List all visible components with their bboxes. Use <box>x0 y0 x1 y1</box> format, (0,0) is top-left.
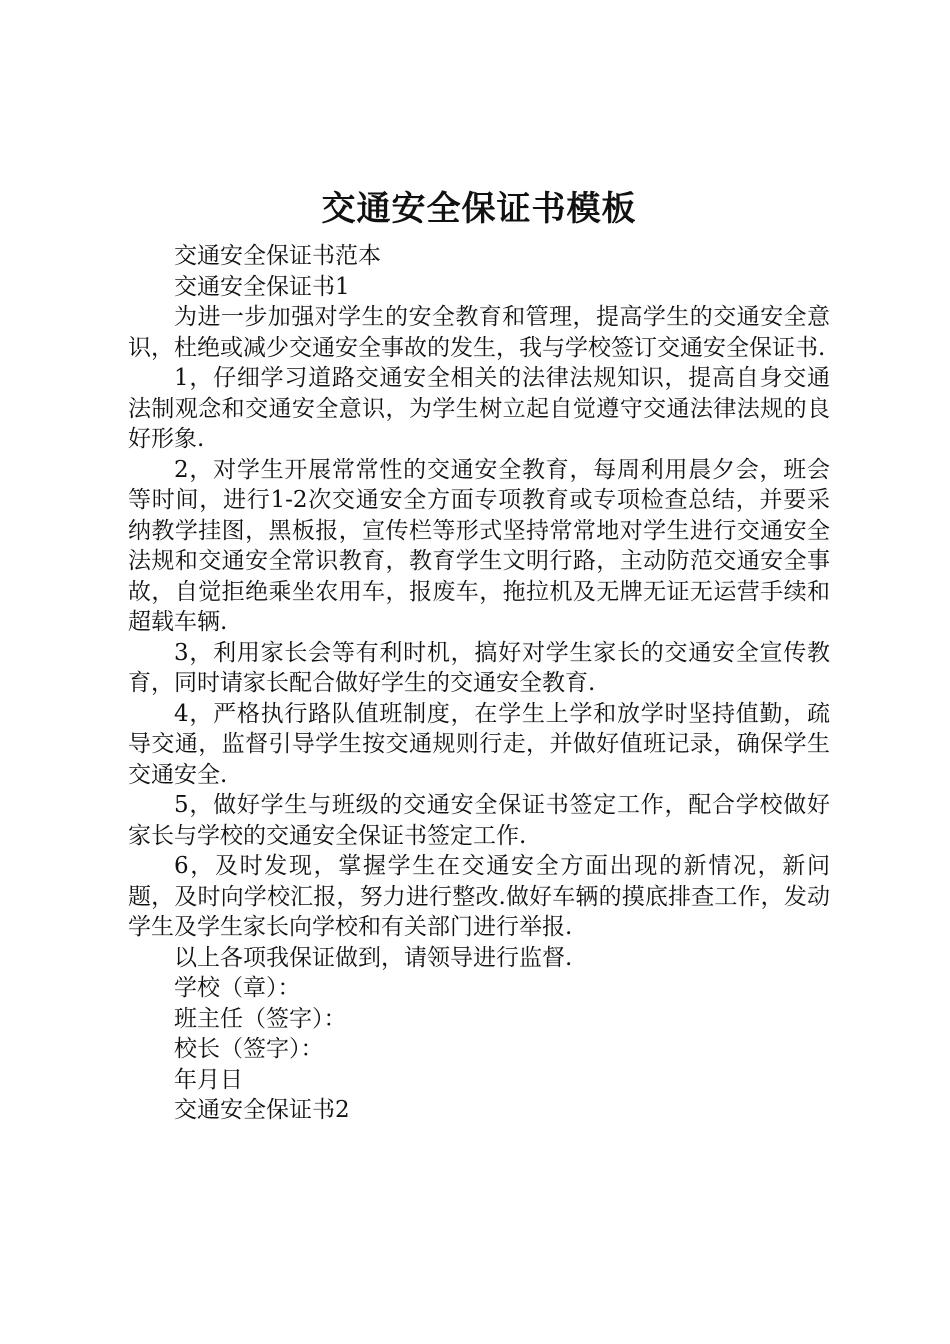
paragraph-item-1: 1，仔细学习道路交通安全相关的法律法规知识，提高自身交通法制观念和交通安全意识，为学生树立起自觉遵守交通法律法规的良好形象. <box>128 365 830 452</box>
paragraph-guarantee: 以上各项我保证做到，请领导进行监督. <box>174 944 573 971</box>
paragraph-item-5: 5，做好学生与班级的交通安全保证书签定工作，配合学校做好家长与学校的交通安全保证书签定工作. <box>128 792 830 849</box>
signature-school-stamp: 学校（章）： <box>174 975 301 1001</box>
document-body <box>128 241 830 1126</box>
paragraph-section-1-heading: 交通安全保证书1 <box>174 273 350 300</box>
signature-principal: 校长（签字）： <box>174 1036 324 1062</box>
paragraph-item-6: 6，及时发现，掌握学生在交通安全方面出现的新情况，新问题，及时向学校汇报，努力进行整改.做好车辆的摸底排查工作，发动学生及学生家长向学校和有关部门进行举报. <box>128 853 830 940</box>
signature-date: 年月日 <box>174 1066 243 1093</box>
paragraph-item-2: 2，对学生开展常常性的交通安全教育，每周利用晨夕会，班会等时间，进行1-2次交通安全方面专项教育或专项检查总结，并要采纳教学挂图，黑板报，宣传栏等形式坚持常常地对学生进行交通安全法规和交通安全常识教育，教育学生文明行路，主动防范交通安全事故，自觉拒绝乘坐农用车，报废车，拖拉机及无牌无证无运营手续和超载车辆. <box>128 456 830 635</box>
paragraph-template-heading: 交通安全保证书范本 <box>174 243 381 269</box>
paragraph-intro: 为进一步加强对学生的安全教育和管理，提高学生的交通安全意识，杜绝或减少交通安全事故的发生，我与学校签订交通安全保证书. <box>128 304 830 361</box>
document-title: 交通安全保证书模板 <box>321 189 637 229</box>
paragraph-item-3: 3，利用家长会等有利时机，搞好对学生家长的交通安全宣传教育，同时请家长配合做好学生的交通安全教育. <box>128 639 830 696</box>
signature-head-teacher: 班主任（签字）： <box>174 1005 347 1032</box>
paragraph-item-4: 4，严格执行路队值班制度，在学生上学和放学时坚持值勤，疏导交通，监督引导学生按交通规则行走，并做好值班记录，确保学生交通安全. <box>128 700 830 788</box>
paragraph-section-2-heading: 交通安全保证书2 <box>174 1097 350 1123</box>
